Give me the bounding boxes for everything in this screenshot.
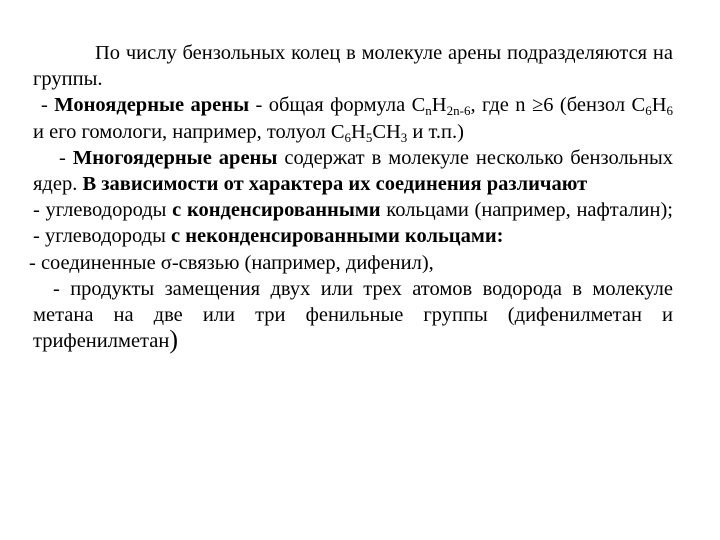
condensed-paragraph <box>33 197 673 249</box>
subscript: 5 <box>365 129 373 145</box>
geq-symbol: ≥ <box>531 94 544 117</box>
mononuclear-term: Моноядерные арены <box>54 94 250 117</box>
formula-text: CH <box>372 120 401 143</box>
sigma-text: - соединенные <box>29 251 161 274</box>
intro-paragraph <box>33 40 673 92</box>
classification-heading: В зависимости от характера их соединения различают <box>82 173 588 196</box>
formula-text: H <box>651 94 667 117</box>
subscript: 6 <box>666 103 673 119</box>
condensed-term: с конденсированными <box>172 199 381 222</box>
subscript: 6 <box>344 129 351 145</box>
dash: - <box>59 146 73 169</box>
subscript: n <box>425 103 432 119</box>
formula-text: H <box>351 120 366 143</box>
intro-text: По числу бензольных колец в молекуле арены подразделяются на группы. <box>33 42 673 91</box>
formula-text: 6 (бензол C <box>543 94 646 117</box>
subscript: 2n-6 <box>446 103 471 119</box>
formula-text: и т.п.) <box>407 120 464 143</box>
formula-text: - общая формула C <box>249 94 426 117</box>
condensed-text: кольцами (например, нафталин); - углеводороды <box>33 199 673 248</box>
sigma-bond-paragraph <box>29 250 673 276</box>
dash: - <box>41 94 55 117</box>
formula-text: H <box>431 94 447 117</box>
substitution-paragraph <box>33 276 673 355</box>
closing-paren: ) <box>169 325 179 355</box>
subscript: 3 <box>400 129 408 145</box>
formula-text: , где n <box>470 94 532 117</box>
substitution-text: - продукты замещения двух или трех атомов водорода в молекуле метана на две или три фенильные группы (дифенилметан и трифенилметан <box>33 277 673 353</box>
mononuclear-paragraph <box>33 92 673 144</box>
formula-text: и его гомологи, например, толуол C <box>33 120 345 143</box>
sigma-text: -связью (например, дифенил), <box>171 251 434 274</box>
sigma-symbol: σ <box>160 251 172 274</box>
polynuclear-paragraph <box>33 145 673 197</box>
subscript: 6 <box>645 103 652 119</box>
condensed-text: - углеводороды <box>33 199 173 222</box>
noncondensed-term: с неконденсированными кольцами: <box>171 225 504 248</box>
polynuclear-term: Многоядерные арены <box>72 146 278 169</box>
slide-text-block <box>29 40 674 355</box>
polynuclear-text: содержат в молекуле несколько бензольных ядер. <box>33 146 674 196</box>
